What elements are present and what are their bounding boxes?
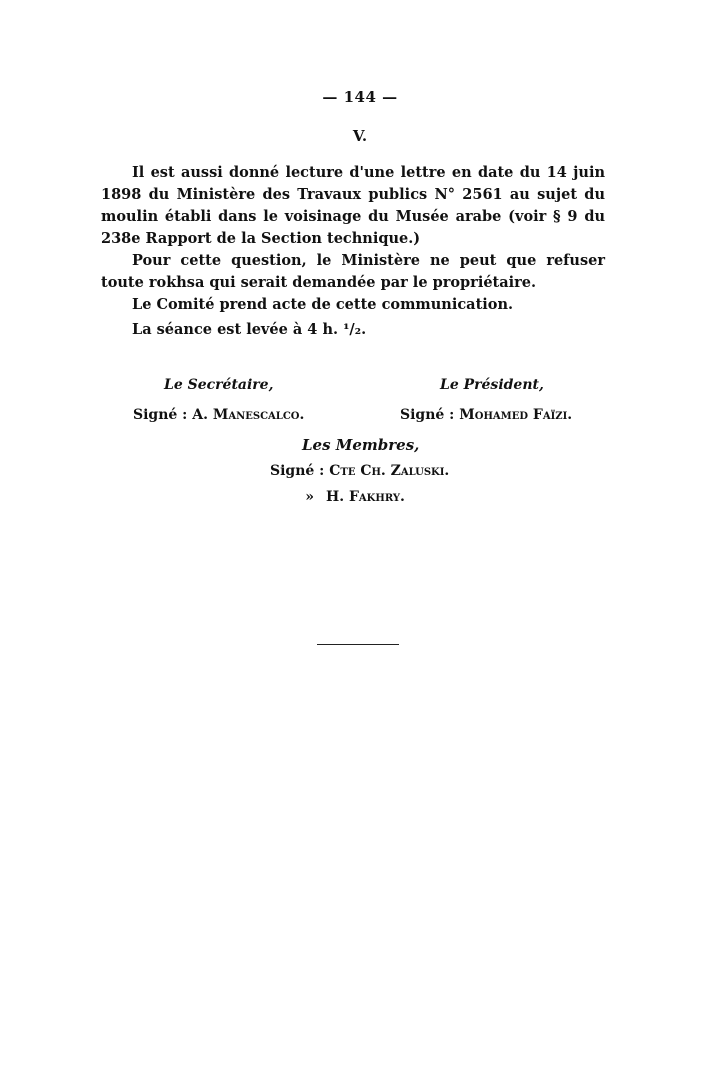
member-name-1: Cte Ch. Zaluski.	[329, 463, 450, 479]
president-signed-prefix: Signé :	[400, 407, 460, 423]
secretary-role: Le Secrétaire,	[164, 377, 274, 393]
president-signed-line	[400, 400, 572, 430]
section-heading: V.	[352, 127, 368, 145]
paragraph-letter: Il est aussi donné lecture d'une lettre en date du 14 juin 1898 du Ministère des Travaux publics N° 2561 au sujet du moulin établi dans le voisinage du Musée arabe (voir § 9 du 238e Rapport de la Section technique.)	[101, 164, 605, 247]
president-role: Le Président,	[440, 377, 544, 393]
body-text	[101, 162, 605, 341]
secretary-signed-line	[133, 400, 304, 430]
members-ditto-line	[270, 484, 449, 510]
president-signature-block	[400, 370, 572, 430]
secretary-signed-prefix: Signé : A.	[133, 407, 213, 423]
members-role: Les Membres,	[302, 436, 420, 454]
closing-rule	[317, 644, 399, 645]
members-signed-prefix: Signé :	[270, 463, 330, 479]
president-name: Mohamed Faïzi.	[459, 407, 573, 423]
members-signed-line	[270, 458, 449, 484]
secretary-name: Manescalco.	[212, 407, 305, 423]
ditto-mark: »	[305, 489, 314, 505]
secretary-signature-block	[133, 370, 304, 430]
paragraph-committee-note: Le Comité prend acte de cette communication.	[132, 296, 514, 313]
member-name-2: H. Fakhry.	[326, 489, 405, 505]
members-signature-block	[270, 432, 449, 510]
page-number: — 144 —	[322, 88, 398, 106]
paragraph-ministry-decision: Pour cette question, le Ministère ne peut que refuser toute rokhsa qui serait demandée par le propriétaire.	[101, 252, 605, 291]
paragraph-session-closed: La séance est levée à 4 h. ¹/₂.	[132, 321, 367, 338]
